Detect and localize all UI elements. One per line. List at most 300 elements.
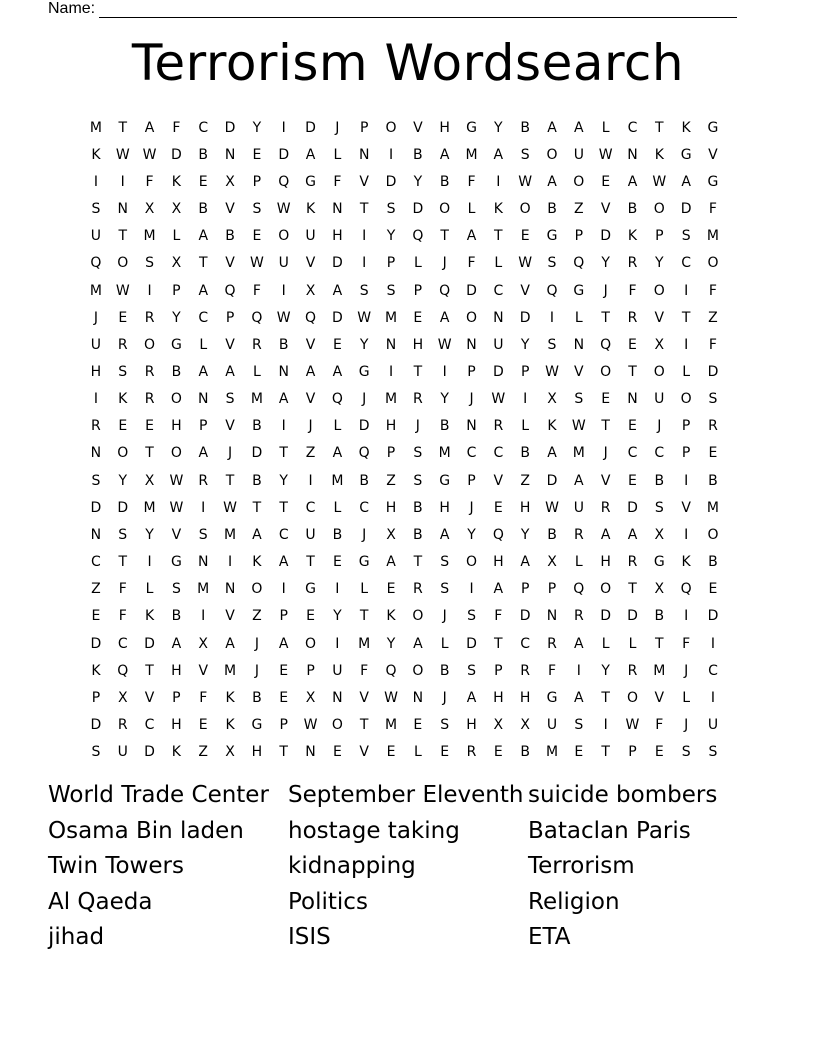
grid-letter: S: [91, 472, 102, 489]
grid-letter: V: [225, 418, 236, 435]
grid-letter: H: [90, 363, 103, 380]
grid-letter: K: [681, 119, 692, 136]
grid-letter: J: [308, 418, 314, 435]
grid-letter: U: [573, 499, 585, 516]
grid-letter: J: [362, 391, 368, 408]
grid-letter: A: [493, 146, 505, 163]
grid-letter: D: [358, 418, 371, 435]
grid-letter: A: [278, 635, 290, 652]
grid-letter: S: [467, 662, 477, 679]
grid-letter: Z: [708, 309, 719, 326]
grid-letter: I: [308, 472, 314, 489]
grid-letter: N: [90, 526, 103, 543]
grid-letter: T: [494, 228, 504, 245]
grid-letter: E: [601, 391, 612, 408]
word-list: [48, 778, 768, 956]
grid-letter: L: [333, 146, 343, 163]
grid-letter: G: [653, 554, 666, 571]
grid-letter: A: [627, 173, 639, 190]
grid-letter: N: [412, 689, 425, 706]
grid-letter: R: [627, 255, 639, 272]
grid-letter: P: [306, 662, 316, 679]
grid-letter: D: [278, 146, 291, 163]
grid-letter: D: [90, 499, 103, 516]
name-label: Name:: [48, 0, 96, 17]
grid-letter: R: [600, 499, 612, 516]
grid-letter: C: [466, 445, 478, 462]
grid-letter: L: [360, 581, 370, 598]
grid-letter: C: [117, 635, 129, 652]
grid-letter: D: [385, 173, 398, 190]
grid-letter: Y: [413, 173, 424, 190]
grid-letter: V: [225, 336, 236, 353]
grid-letter: E: [386, 744, 397, 761]
grid-letter: P: [467, 472, 477, 489]
grid-letter: Y: [601, 255, 611, 272]
grid-letter: K: [681, 554, 692, 571]
grid-letter: D: [519, 309, 532, 326]
grid-letter: Q: [117, 662, 130, 679]
grid-letter: M: [358, 635, 372, 652]
grid-letter: V: [413, 119, 424, 136]
grid-letter: U: [654, 391, 666, 408]
grid-letter: B: [198, 201, 210, 218]
grid-letter: I: [388, 363, 395, 380]
grid-letter: W: [625, 717, 641, 734]
grid-letter: V: [600, 201, 612, 218]
grid-letter: S: [574, 391, 585, 408]
grid-letter: B: [547, 526, 558, 543]
grid-letter: W: [384, 689, 399, 706]
grid-letter: Q: [412, 228, 425, 245]
grid-letter: E: [332, 554, 343, 571]
grid-letter: N: [385, 336, 398, 353]
grid-letter: P: [172, 282, 182, 299]
grid-letter: Q: [492, 526, 505, 543]
grid-letter: V: [681, 499, 692, 516]
grid-letter: T: [440, 228, 450, 245]
grid-letter: Q: [251, 309, 264, 326]
grid-letter: I: [684, 472, 690, 489]
grid-letter: G: [358, 554, 371, 571]
grid-letter: E: [252, 146, 263, 163]
grid-letter: A: [627, 526, 639, 543]
grid-letter: O: [117, 255, 130, 272]
grid-letter: I: [335, 581, 341, 598]
grid-letter: E: [654, 744, 665, 761]
grid-letter: A: [574, 689, 585, 706]
grid-letter: I: [281, 119, 287, 136]
grid-letter: N: [278, 363, 290, 380]
grid-letter: R: [91, 418, 102, 435]
grid-letter: H: [332, 228, 344, 245]
grid-letter: L: [252, 363, 262, 380]
grid-letter: E: [440, 744, 451, 761]
grid-letter: S: [708, 391, 719, 408]
grid-letter: B: [252, 689, 263, 706]
grid-letter: A: [547, 173, 558, 190]
grid-letter: A: [466, 228, 478, 245]
grid-letter: K: [225, 689, 236, 706]
grid-letter: G: [707, 173, 720, 190]
grid-letter: X: [198, 635, 210, 652]
word-list-item: ETA: [528, 924, 571, 951]
grid-letter: T: [279, 499, 289, 516]
grid-letter: O: [465, 554, 479, 571]
grid-letter: E: [413, 309, 424, 326]
grid-letter: M: [224, 662, 238, 679]
grid-letter: U: [117, 744, 129, 761]
grid-letter: S: [574, 717, 585, 734]
grid-letter: O: [439, 201, 452, 218]
grid-letter: N: [627, 146, 639, 163]
grid-letter: Y: [333, 608, 343, 625]
grid-letter: S: [118, 526, 129, 543]
grid-letter: I: [93, 173, 99, 190]
grid-letter: S: [681, 744, 692, 761]
grid-letter: W: [491, 391, 507, 408]
grid-letter: X: [305, 282, 317, 299]
grid-letter: C: [278, 526, 290, 543]
grid-letter: D: [305, 119, 317, 136]
grid-letter: K: [386, 608, 397, 625]
grid-letter: Q: [573, 581, 586, 598]
grid-letter: L: [440, 635, 450, 652]
grid-letter: L: [494, 255, 504, 272]
grid-letter: M: [143, 499, 157, 516]
grid-letter: K: [225, 717, 236, 734]
grid-letter: P: [520, 363, 531, 380]
grid-letter: V: [574, 363, 585, 380]
grid-letter: B: [439, 173, 451, 190]
grid-letter: M: [250, 391, 264, 408]
grid-letter: S: [386, 282, 397, 299]
grid-letter: S: [386, 201, 397, 218]
grid-letter: P: [413, 282, 424, 299]
grid-letter: N: [627, 391, 639, 408]
grid-letter: W: [142, 146, 158, 163]
grid-letter: V: [225, 608, 236, 625]
grid-letter: I: [603, 717, 609, 734]
grid-letter: O: [465, 309, 479, 326]
grid-letter: W: [115, 282, 131, 299]
grid-letter: M: [224, 526, 238, 543]
grid-letter: I: [684, 608, 690, 625]
grid-letter: E: [601, 173, 612, 190]
grid-letter: A: [574, 119, 585, 136]
name-field: [48, 0, 737, 18]
grid-letter: C: [493, 282, 505, 299]
grid-letter: S: [91, 201, 102, 218]
grid-letter: E: [574, 744, 585, 761]
grid-letter: X: [225, 173, 236, 190]
grid-letter: B: [359, 472, 370, 489]
grid-letter: A: [198, 445, 210, 462]
grid-letter: Z: [520, 472, 531, 489]
grid-letter: E: [708, 445, 719, 462]
grid-letter: M: [89, 119, 103, 136]
grid-letter: D: [251, 445, 264, 462]
grid-letter: X: [144, 472, 156, 489]
grid-letter: P: [655, 228, 665, 245]
grid-letter: V: [225, 201, 236, 218]
grid-letter: D: [466, 282, 478, 299]
grid-letter: T: [306, 554, 316, 571]
grid-letter: S: [467, 608, 477, 625]
grid-letter: A: [439, 146, 451, 163]
grid-letter: U: [707, 717, 720, 734]
grid-letter: A: [198, 282, 210, 299]
grid-letter: A: [225, 635, 236, 652]
grid-letter: H: [171, 418, 183, 435]
grid-letter: W: [169, 472, 185, 489]
grid-letter: A: [493, 581, 505, 598]
grid-letter: W: [545, 499, 560, 516]
grid-letter: I: [710, 689, 717, 706]
grid-letter: A: [386, 554, 397, 571]
grid-letter: Q: [305, 309, 318, 326]
grid-letter: K: [493, 201, 504, 218]
grid-letter: M: [545, 744, 560, 761]
grid-letter: G: [573, 282, 586, 299]
grid-letter: H: [439, 119, 451, 136]
grid-letter: W: [303, 717, 319, 734]
grid-letter: Q: [439, 282, 452, 299]
grid-letter: Q: [546, 282, 559, 299]
grid-letter: S: [547, 255, 558, 272]
grid-letter: P: [386, 255, 397, 272]
grid-letter: U: [305, 526, 317, 543]
grid-letter: R: [198, 472, 210, 489]
grid-letter: T: [413, 363, 424, 380]
grid-letter: T: [252, 499, 263, 516]
grid-letter: O: [170, 391, 183, 408]
grid-letter: I: [684, 282, 690, 299]
grid-letter: O: [519, 201, 532, 218]
grid-letter: W: [223, 499, 238, 516]
grid-letter: V: [520, 282, 531, 299]
grid-letter: Y: [440, 391, 450, 408]
grid-letter: F: [628, 282, 638, 299]
grid-letter: A: [439, 526, 451, 543]
grid-letter: G: [680, 146, 693, 163]
grid-letter: O: [600, 363, 613, 380]
grid-letter: B: [225, 228, 236, 245]
grid-letter: A: [547, 119, 558, 136]
grid-letter: M: [197, 581, 211, 598]
grid-letter: Q: [224, 282, 237, 299]
grid-letter: S: [654, 499, 665, 516]
grid-letter: J: [442, 255, 448, 272]
grid-letter: V: [654, 689, 666, 706]
grid-letter: J: [254, 635, 260, 652]
grid-letter: Q: [90, 255, 103, 272]
grid-letter: I: [710, 635, 717, 652]
grid-letter: Y: [279, 472, 289, 489]
grid-letter: H: [412, 336, 425, 353]
grid-letter: W: [545, 363, 560, 380]
grid-letter: Y: [145, 526, 155, 543]
grid-letter: U: [546, 717, 559, 734]
grid-letter: N: [197, 391, 210, 408]
grid-letter: N: [117, 201, 129, 218]
grid-letter: F: [199, 689, 209, 706]
grid-letter: E: [386, 581, 397, 598]
grid-letter: D: [466, 635, 478, 652]
grid-letter: E: [493, 499, 504, 516]
grid-letter: F: [708, 336, 718, 353]
grid-letter: L: [521, 418, 531, 435]
grid-letter: G: [439, 472, 452, 489]
grid-letter: W: [276, 201, 292, 218]
grid-letter: O: [412, 608, 425, 625]
grid-letter: T: [359, 608, 370, 625]
grid-letter: F: [708, 201, 718, 218]
grid-letter: D: [492, 363, 505, 380]
grid-letter: Q: [278, 173, 291, 190]
grid-letter: I: [362, 228, 368, 245]
grid-letter: H: [171, 662, 183, 679]
grid-letter: P: [279, 717, 289, 734]
grid-letter: M: [143, 228, 157, 245]
grid-letter: A: [520, 554, 531, 571]
page-title: Terrorism Wordsearch: [131, 34, 685, 92]
grid-letter: L: [601, 635, 611, 652]
grid-letter: N: [305, 744, 317, 761]
grid-letter: P: [494, 662, 504, 679]
grid-letter: I: [523, 391, 529, 408]
grid-letter: B: [654, 608, 666, 625]
grid-letter: G: [170, 554, 183, 571]
grid-letter: T: [601, 309, 611, 326]
grid-letter: T: [359, 717, 370, 734]
grid-letter: B: [198, 146, 210, 163]
grid-letter: P: [386, 445, 397, 462]
grid-letter: R: [627, 662, 639, 679]
grid-letter: R: [493, 418, 505, 435]
grid-letter: Z: [198, 744, 210, 761]
grid-letter: T: [628, 363, 638, 380]
grid-letter: T: [494, 635, 504, 652]
grid-letter: L: [601, 119, 611, 136]
grid-letter: P: [279, 608, 289, 625]
grid-letter: L: [682, 363, 692, 380]
grid-letter: L: [628, 635, 638, 652]
grid-letter: E: [198, 173, 209, 190]
grid-letter: B: [627, 201, 639, 218]
grid-letter: T: [118, 228, 129, 245]
grid-letter: Z: [252, 608, 263, 625]
grid-letter: Q: [680, 581, 693, 598]
grid-letter: S: [252, 201, 263, 218]
grid-letter: A: [439, 309, 451, 326]
grid-letter: F: [708, 282, 718, 299]
grid-letter: J: [442, 608, 448, 625]
grid-letter: M: [653, 662, 667, 679]
grid-letter: T: [225, 472, 236, 489]
grid-letter: M: [384, 309, 399, 326]
grid-letter: J: [227, 445, 234, 462]
grid-letter: I: [576, 662, 582, 679]
grid-letter: C: [493, 445, 505, 462]
word-list-item: Religion: [528, 888, 620, 915]
grid-letter: J: [657, 418, 663, 435]
grid-letter: R: [412, 581, 424, 598]
grid-letter: Q: [573, 255, 586, 272]
grid-letter: P: [574, 228, 585, 245]
grid-letter: P: [520, 581, 531, 598]
grid-letter: O: [331, 717, 344, 734]
grid-letter: A: [252, 526, 263, 543]
grid-letter: J: [93, 309, 99, 326]
grid-letter: L: [172, 228, 182, 245]
grid-letter: B: [708, 554, 719, 571]
grid-letter: X: [386, 526, 397, 543]
grid-letter: D: [171, 146, 183, 163]
grid-letter: I: [684, 336, 690, 353]
grid-letter: X: [493, 717, 505, 734]
grid-letter: R: [117, 717, 129, 734]
grid-letter: C: [708, 662, 719, 679]
grid-letter: P: [252, 173, 263, 190]
grid-letter: D: [627, 608, 639, 625]
grid-letter: S: [547, 336, 558, 353]
grid-letter: O: [707, 255, 720, 272]
grid-letter: O: [573, 173, 586, 190]
grid-letter: C: [305, 499, 317, 516]
grid-letter: T: [198, 255, 209, 272]
grid-letter: R: [144, 391, 156, 408]
grid-letter: B: [413, 499, 424, 516]
grid-letter: A: [278, 554, 290, 571]
grid-letter: N: [493, 309, 505, 326]
word-list-item: hostage taking: [288, 817, 460, 844]
grid-letter: B: [654, 472, 666, 489]
grid-letter: W: [518, 173, 534, 190]
grid-letter: S: [681, 228, 692, 245]
grid-letter: T: [118, 119, 129, 136]
grid-letter: U: [278, 255, 290, 272]
grid-letter: U: [573, 146, 585, 163]
grid-letter: S: [440, 554, 451, 571]
grid-letter: J: [603, 445, 609, 462]
grid-letter: E: [91, 608, 102, 625]
grid-letter: G: [546, 689, 559, 706]
grid-letter: B: [708, 472, 719, 489]
grid-letter: A: [547, 445, 558, 462]
grid-letter: C: [681, 255, 693, 272]
grid-letter: D: [90, 635, 103, 652]
grid-letter: U: [332, 662, 344, 679]
grid-letter: N: [90, 445, 103, 462]
grid-letter: M: [706, 499, 720, 516]
grid-letter: J: [442, 689, 448, 706]
grid-letter: C: [520, 635, 532, 652]
grid-letter: C: [359, 499, 371, 516]
grid-letter: O: [653, 282, 666, 299]
grid-letter: X: [171, 201, 183, 218]
grid-letter: M: [384, 717, 399, 734]
grid-letter: K: [144, 608, 156, 625]
grid-letter: J: [684, 717, 690, 734]
grid-letter: T: [655, 119, 665, 136]
grid-letter: O: [278, 228, 291, 245]
grid-letter: Z: [91, 581, 102, 598]
grid-letter: T: [145, 445, 155, 462]
grid-letter: W: [652, 173, 668, 190]
name-blank-line: [99, 3, 737, 18]
grid-letter: Q: [358, 445, 371, 462]
